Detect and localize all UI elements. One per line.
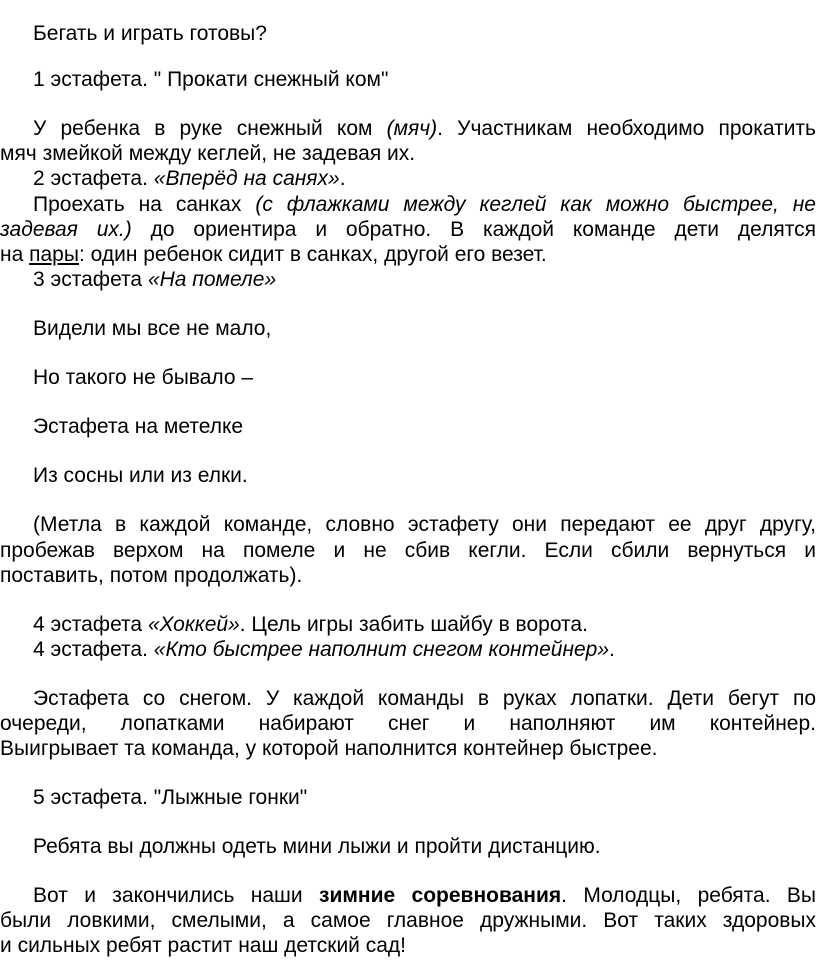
relay-3-text-line-3: поставить, потом продолжать). — [0, 564, 303, 587]
relay-2-title: 2 эстафета. «Вперёд на санях». — [33, 167, 346, 190]
relay-3-title: 3 эстафета «На помеле» — [33, 268, 277, 291]
verse-line-2: Но такого не бывало – — [33, 366, 254, 389]
relay-5-title: 5 эстафета. "Лыжные гонки" — [33, 786, 308, 809]
relay-4-title: 4 эстафета «Хоккей». Цель игры забить шайбу в ворота. — [33, 613, 588, 636]
relay-3-name: «На помеле» — [147, 268, 277, 291]
verse-line-1: Видели мы все не мало, — [33, 317, 272, 340]
verse-line-4: Из сосны или из елки. — [33, 464, 248, 487]
closing-line-3: и сильных ребят растит наш детский сад! — [0, 934, 407, 957]
relay-4b-title: 4 эстафета. «Кто быстрее наполнит снегом контейнер». — [33, 638, 615, 661]
relay-1-text-line-2: мяч змейкой между кеглей, не задевая их. — [0, 142, 416, 165]
intro-question: Бегать и играть готовы? — [33, 22, 267, 45]
closing-line-1: Вот и закончились наши зимние соревнования. Молодцы, ребята. Вы — [33, 884, 816, 907]
relay-5-text: Ребята вы должны одеть мини лыжи и пройти дистанцию. — [33, 835, 601, 858]
relay-3-text-line-2: пробежав верхом на помеле и не сбив кегли. Если сбили вернуться и — [0, 539, 816, 562]
relay-3-text-line-1: (Метла в каждой команде, словно эстафету они передают ее друг другу, — [33, 513, 816, 536]
relay-4b-text-line-1: Эстафета со снегом. У каждой команды в руках лопатки. Дети бегут по — [33, 687, 816, 710]
relay-1-text-line-1: У ребенка в руке снежный ком (мяч). Участникам необходимо прокатить — [33, 117, 816, 140]
relay-2-name: «Вперёд на санях» — [153, 167, 340, 190]
pairs-link-text: пары — [29, 243, 79, 266]
relay-4-name: «Хоккей» — [147, 613, 240, 636]
relay-4b-text-line-2: очереди, лопатками набирают снег и наполняют им контейнер. — [0, 712, 816, 735]
relay-4b-name: «Кто быстрее наполнит снегом контейнер» — [153, 638, 610, 661]
relay-2-text-line-1: Проехать на санках (с флажками между кеглей как можно быстрее, не — [33, 193, 816, 216]
verse-line-3: Эстафета на метелке — [33, 415, 244, 438]
relay-2-text-line-3: на пары: один ребенок сидит в санках, другой его везет. — [0, 243, 547, 266]
relay-4b-text-line-3: Выигрывает та команда, у которой наполнится контейнер быстрее. — [0, 737, 658, 760]
relay-1-title: 1 эстафета. " Прокати снежный ком" — [33, 68, 389, 91]
winter-competitions: зимние соревнования — [319, 884, 562, 907]
ball-note: (мяч) — [386, 117, 438, 140]
relay-2-text-line-2: задевая их.) до ориентира и обратно. В каждой команде дети делятся — [0, 218, 816, 241]
closing-line-2: были ловкими, смелыми, а самое главное дружными. Вот таких здоровых — [0, 909, 816, 932]
